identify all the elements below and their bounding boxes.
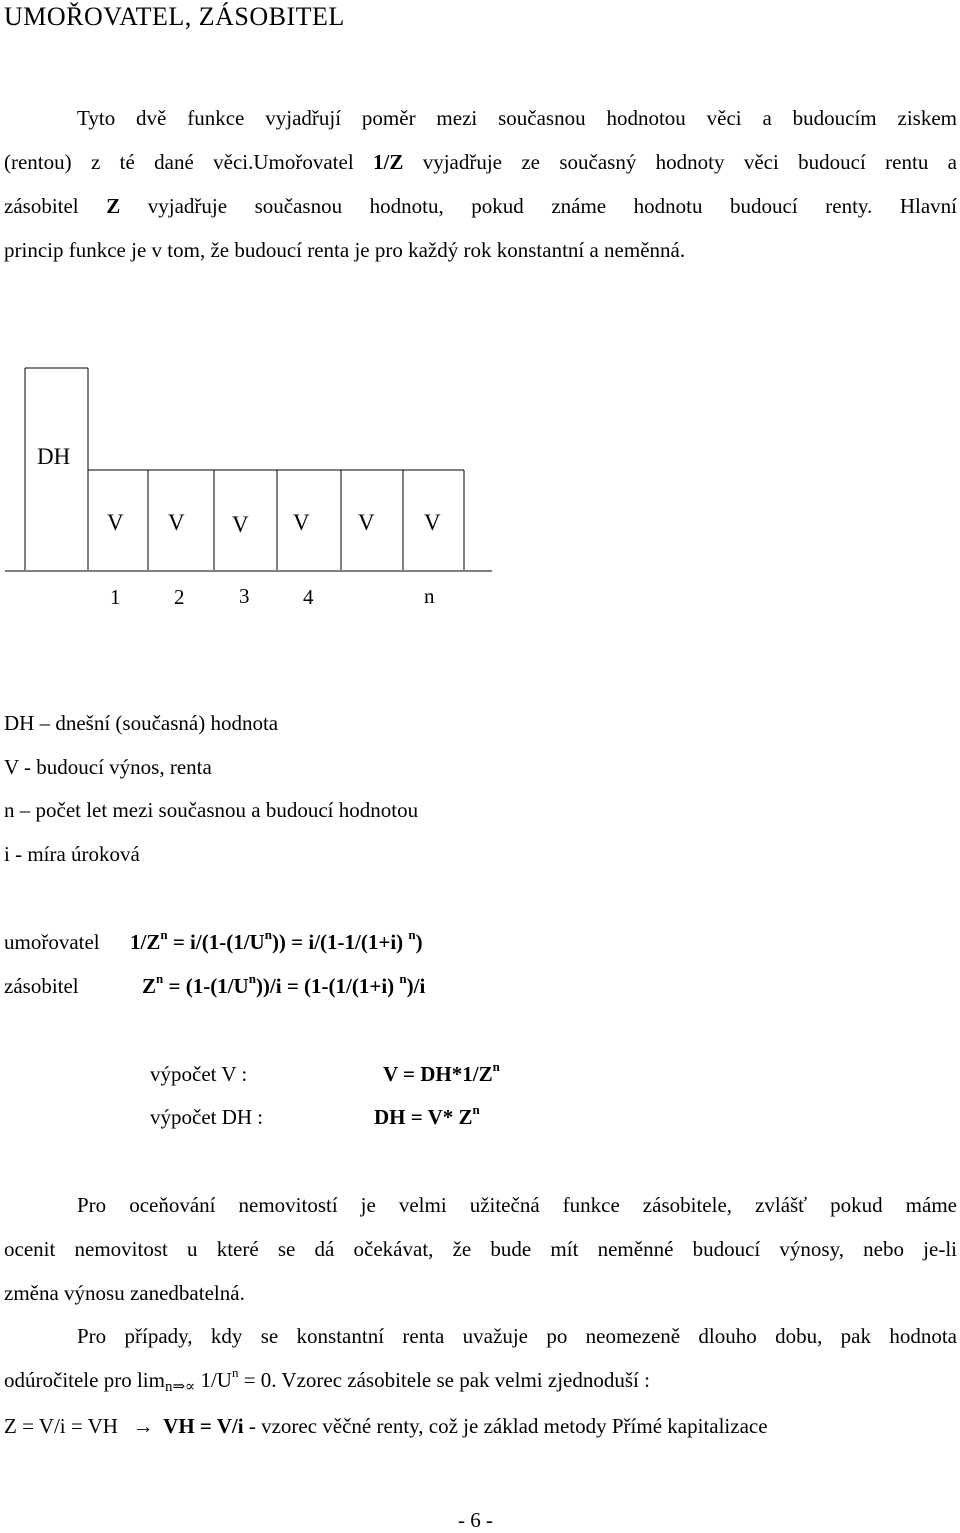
calc-dh-formula: DH = V* $Z^n$: [374, 1102, 480, 1129]
intro-line-3: zásobitel Z vyjadřuje současnou hodnotu, pokud známe hodnotu budoucí renty. Hlavní: [4, 194, 957, 218]
v-label-3: V: [232, 512, 249, 537]
tick-label-4: 4: [303, 585, 314, 609]
v-label-1: V: [107, 510, 124, 535]
intro-line-4: princip funkce je v tom, že budoucí renta je pro každý rok konstantní a neměnná.: [4, 238, 686, 262]
outro-paragraph-2: [4, 1314, 957, 1402]
v-label-6: V: [424, 510, 441, 535]
page-number: - 6 -: [458, 1508, 493, 1532]
outro-p1-line-2: ocenit nemovitost u které se dá očekávat, že bude mít neměnné budoucí výnosy, nebo je-li: [4, 1237, 957, 1261]
tick-label-2: 2: [174, 585, 185, 609]
v-label-5: V: [358, 510, 375, 535]
tick-label-3: 3: [239, 584, 250, 608]
outro-paragraph-1: [4, 1183, 957, 1315]
legend-i: i - míra úroková: [4, 842, 140, 866]
umorovatel-label: umořovatel: [4, 930, 100, 954]
calc-v-label: výpočet V :: [150, 1062, 248, 1086]
v-label-4: V: [293, 510, 310, 535]
annuity-diagram: [0, 360, 500, 620]
tick-label-1: 1: [110, 585, 121, 609]
zasobitel-formula: $Z^n = (1-(1/U^n))/i = (1-(1/(1+i)$ $^n$)/i: [142, 971, 426, 998]
umorovatel-formula: $1/Z^n = i/(1-(1/U^n)) = i/(1-1/(1+i)$ $^n$): [130, 927, 423, 954]
intro-line-1: Tyto dvě funkce vyjadřují poměr mezi současnou hodnotou věci a budoucím ziskem: [77, 106, 957, 130]
arrow-right-icon: →: [132, 1414, 154, 1438]
outro-p2-line-2: odúročitele pro $\lim_{n\Rightarrow\propto} 1/U^n = 0$. Vzorec zásobitele se pak velmi zjednoduší :: [4, 1365, 650, 1395]
legend-n: n – počet let mezi současnou a budoucí hodnotou: [4, 798, 419, 822]
calc-dh-label: výpočet DH :: [150, 1105, 264, 1129]
page-title: UMOŘOVATEL, ZÁSOBITEL: [4, 2, 345, 31]
calc-v-formula: $V = DH*1/Z^n$: [383, 1059, 500, 1086]
intro-line-2: (rentou) z té dané věci.Umořovatel 1/Z vyjadřuje ze současný hodnoty věci budoucí rentu a: [4, 150, 957, 174]
outro-p1-line-1: Pro oceňování nemovitostí je velmi užitečná funkce zásobitele, zvlášť pokud máme: [77, 1193, 957, 1217]
outro-p1-line-3: změna výnosu zanedbatelná.: [4, 1281, 245, 1305]
v-label-2: V: [168, 510, 185, 535]
legend-v: V - budoucí výnos, renta: [4, 755, 212, 779]
dh-bar-label: DH: [37, 444, 71, 469]
zasobitel-label: zásobitel: [4, 974, 79, 998]
perpetuity-line: Z = V/i = VH → VH = V/i - vzorec věčné renty, což je základ metody Přímé kapitalizace: [4, 1414, 768, 1438]
outro-p2-line-1: Pro případy, kdy se konstantní renta uvažuje po neomezeně dlouho dobu, pak hodnota: [77, 1324, 957, 1348]
intro-paragraph: [4, 96, 957, 272]
legend-dh: DH – dnešní (současná) hodnota: [4, 711, 279, 735]
tick-label-n: n: [424, 584, 435, 608]
